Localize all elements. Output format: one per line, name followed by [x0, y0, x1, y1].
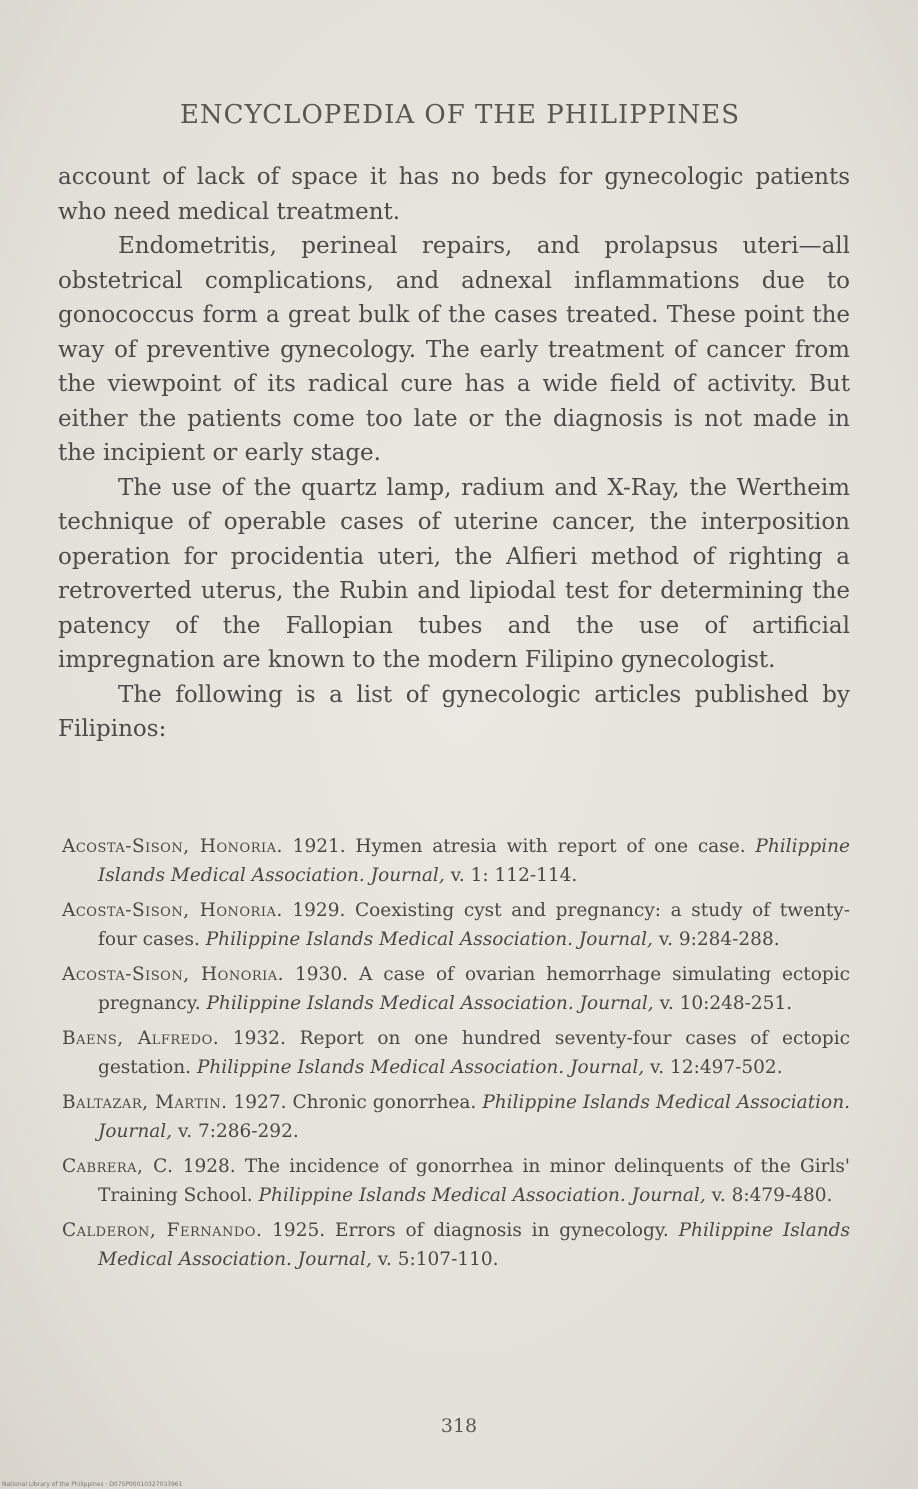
- reference-item: [62, 1216, 850, 1274]
- ref-title: Coexisting cyst and pregnancy: a study of twenty-four cases.: [98, 900, 850, 950]
- ref-journal: Philippine Islands Medical Association. Journal,: [205, 929, 653, 950]
- ref-volume: v. 1: 112-114.: [450, 865, 578, 886]
- ref-author: Acosta-Sison, Honoria.: [62, 836, 283, 857]
- ref-title: Report on one hundred seventy-four cases of ectopic gestation.: [98, 1028, 850, 1078]
- ref-title: Errors of diagnosis in gynecology.: [334, 1220, 669, 1241]
- ref-year: 1930.: [295, 964, 348, 985]
- ref-title: Chronic gonorrhea.: [292, 1092, 477, 1113]
- reference-item: [62, 1152, 850, 1210]
- ref-journal: Philippine Islands Medical Association. Journal,: [206, 993, 654, 1014]
- ref-journal: Philippine Islands Medical Association. Journal,: [98, 1092, 850, 1142]
- paragraph: The use of the quartz lamp, radium and X-Ray, the Wertheim technique of operable cases of uterine cancer, the interposition operation for procidentia uteri, the Alfieri method of righting a retroverted uterus, the Rubin and lipiodal test for determining the patency of the Fallopian tubes and the use of artificial impregnation are known to the modern Filipino gynecologist.: [58, 474, 850, 673]
- reference-list: [62, 832, 850, 1280]
- ref-year: 1932.: [232, 1028, 286, 1049]
- ref-year: 1929.: [292, 900, 346, 921]
- ref-journal: Philippine Islands Medical Association. Journal,: [98, 836, 850, 886]
- ref-title: The incidence of gonorrhea in minor delinquents of the Girls' Training School.: [98, 1156, 850, 1206]
- ref-author: Calderon, Fernando.: [62, 1220, 263, 1241]
- reference-item: [62, 1024, 850, 1082]
- body-text: [58, 160, 850, 747]
- ref-author: Baens, Alfredo.: [62, 1028, 220, 1049]
- ref-volume: v. 7:286-292.: [177, 1121, 299, 1142]
- ref-volume: v. 5:107-110.: [377, 1249, 499, 1270]
- ref-year: 1928.: [182, 1156, 236, 1177]
- ref-author: Cabrera, C.: [62, 1156, 174, 1177]
- ref-volume: v. 9:284-288.: [658, 929, 780, 950]
- ref-title: Hymen atresia with report of one case.: [355, 836, 746, 857]
- scan-footer: National Library of the Philippines · D07SP00010327033961: [2, 1481, 183, 1488]
- ref-journal: Philippine Islands Medical Association. Journal,: [258, 1185, 706, 1206]
- ref-year: 1921.: [292, 836, 346, 857]
- ref-journal: Philippine Islands Medical Association. Journal,: [98, 1220, 850, 1270]
- reference-item: [62, 832, 850, 890]
- ref-author: Acosta-Sison, Honoria.: [62, 964, 285, 985]
- reference-item: [62, 896, 850, 954]
- ref-journal: Philippine Islands Medical Association. Journal,: [196, 1057, 645, 1078]
- ref-volume: v. 12:497-502.: [650, 1057, 783, 1078]
- paragraph: account of lack of space it has no beds for gynecologic patients who need medical treatment.: [58, 164, 850, 225]
- running-header: ENCYCLOPEDIA OF THE PHILIPPINES: [179, 100, 741, 130]
- ref-volume: v. 10:248-251.: [659, 993, 793, 1014]
- ref-year: 1927.: [233, 1092, 287, 1113]
- reference-item: [62, 960, 850, 1018]
- paragraph: Endometritis, perineal repairs, and prolapsus uteri—all obstetrical complications, and adnexal inflammations due to gonococcus form a great bulk of the cases treated. These point the way of preventive gynecology. The early treatment of cancer from the viewpoint of its radical cure has a wide field of activity. But either the patients come too late or the diagnosis is not made in the incipient or early stage.: [58, 233, 850, 466]
- ref-title: A case of ovarian hemorrhage simulating ectopic pregnancy.: [98, 964, 850, 1014]
- reference-item: [62, 1088, 850, 1146]
- page-number: 318: [440, 1415, 478, 1437]
- ref-author: Acosta-Sison, Honoria.: [62, 900, 283, 921]
- ref-author: Baltazar, Martin.: [62, 1092, 228, 1113]
- ref-year: 1925.: [272, 1220, 326, 1241]
- ref-volume: v. 8:479-480.: [711, 1185, 833, 1206]
- paragraph: The following is a list of gynecologic articles published by Filipinos:: [58, 681, 850, 742]
